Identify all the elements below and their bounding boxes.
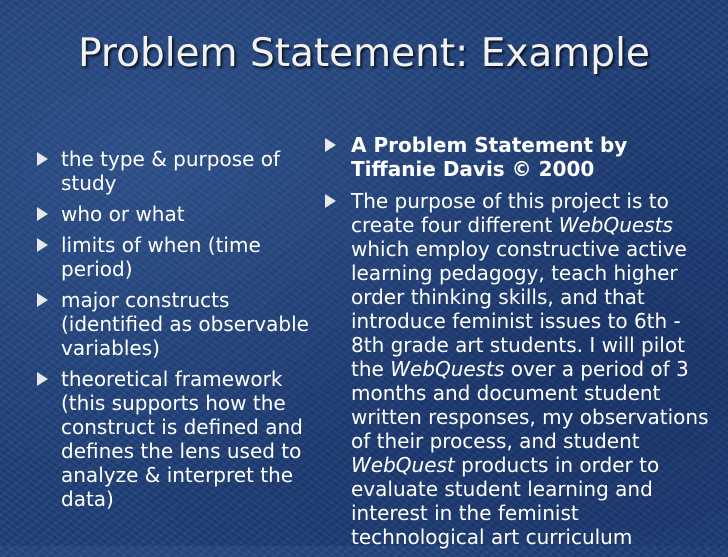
right-column bbox=[322, 133, 717, 557]
example-text-part: The purpose of this project is to create four different bbox=[351, 189, 669, 237]
list-item-text: who or what bbox=[61, 202, 185, 226]
webquests-term: WebQuests bbox=[390, 357, 505, 381]
left-bullet-list bbox=[34, 147, 309, 511]
triangle-bullet-icon bbox=[325, 138, 336, 152]
list-item-text: the type & purpose of study bbox=[61, 147, 281, 195]
list-item-text: limits of when (time period) bbox=[61, 233, 261, 281]
triangle-bullet-icon bbox=[37, 152, 48, 166]
webquest-term: WebQuest bbox=[351, 453, 455, 477]
list-item bbox=[34, 288, 309, 360]
triangle-bullet-icon bbox=[37, 238, 48, 252]
example-text-part: products in order to evaluate student learning and interest in the feminist technological art curriculum bbox=[351, 453, 660, 549]
list-item bbox=[322, 133, 717, 181]
list-item-text: theoretical framework (this supports how the construct is defined and defines the lens used to analyze & interpret the data) bbox=[61, 367, 303, 511]
triangle-bullet-icon bbox=[325, 194, 336, 208]
example-heading: A Problem Statement by Tiffanie Davis © 2000 bbox=[351, 133, 628, 181]
list-item bbox=[322, 189, 717, 549]
list-item bbox=[34, 233, 309, 281]
right-bullet-list bbox=[322, 133, 717, 549]
left-column bbox=[34, 147, 309, 518]
example-text-part: which employ constructive active learning pedagogy, teach higher order thinking skills, and that introduce feminist issues to 6th - 8th grade art students. I will pilot the bbox=[351, 237, 687, 381]
list-item bbox=[34, 367, 309, 511]
list-item bbox=[34, 147, 309, 195]
example-text-part: over a period of 3 months and document student written responses, my observations of their process, and student bbox=[351, 357, 709, 453]
triangle-bullet-icon bbox=[37, 372, 48, 386]
list-item-text: major constructs (identified as observable variables) bbox=[61, 288, 309, 360]
list-item bbox=[34, 202, 309, 226]
webquests-term: WebQuests bbox=[558, 213, 673, 237]
triangle-bullet-icon bbox=[37, 207, 48, 221]
triangle-bullet-icon bbox=[37, 293, 48, 307]
slide-title: Problem Statement: Example bbox=[78, 31, 650, 76]
